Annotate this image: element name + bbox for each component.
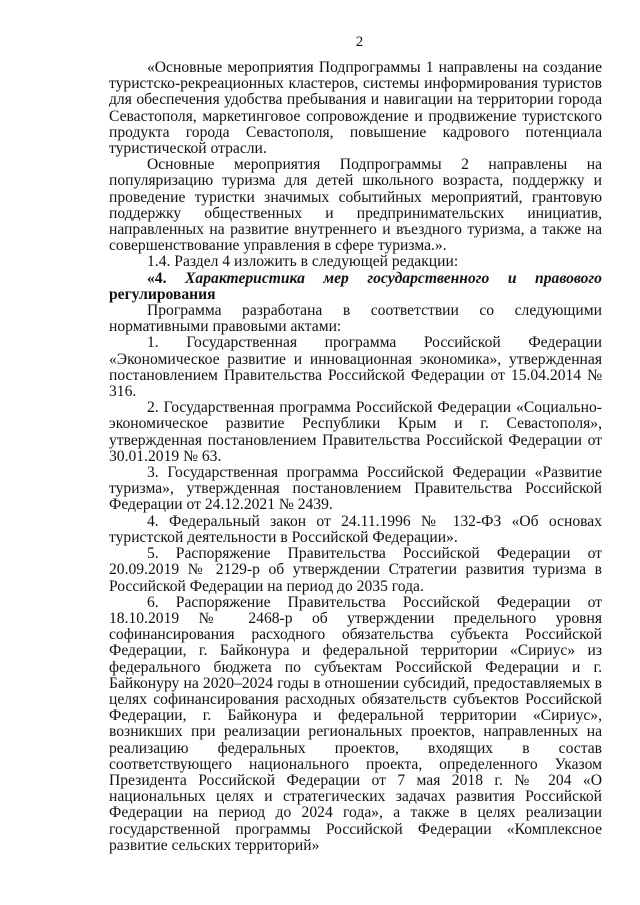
legal-act-3: 3. Государственная программа Российской Федерации «Развитие туризма», утвержденная постановлением Правительства Российской Федерации от 24.12.2021 № 2439.	[109, 464, 602, 514]
section-4-heading-number: «4.	[147, 269, 167, 287]
paragraph-subprogram-2: Основные мероприятия Подпрограммы 2 направлены на популяризацию туризма для детей школьного возраста, поддержку и проведение туристки значимых событийных мероприятий, грантовую поддержку общественных и предпринимательских инициатив, направленных на развитие внутреннего и въездного туризма, а также на совершенствование управления в сфере туризма.».	[109, 156, 602, 255]
legal-act-4: 4. Федеральный закон от 24.11.1996 № 132-ФЗ «Об основах туристской деятельности в Российской Федерации».	[109, 512, 602, 546]
legal-act-5: 5. Распоряжение Правительства Российской Федерации от 20.09.2019 № 2129-р об утверждении Стратегии развития туризма в Российской Федерации на период до 2035 года.	[109, 545, 602, 595]
section-4-heading-title: Характеристика мер государственного и правового	[185, 269, 602, 287]
paragraph-subprogram-1: «Основные мероприятия Подпрограммы 1 направлены на создание туристско-рекреационных кластеров, системы информирования туристов для обеспечения удобства пребывания и навигации на территории города Севастополя, маркетинговое сопровождение и продвижение туристского продукта города Севастополя, повышение кадрового потенциала туристической отрасли.	[109, 59, 602, 158]
section-4-heading-title-end: регулирования	[109, 285, 216, 303]
paragraph-program-basis: Программа разработана в соответствии со следующими нормативными правовыми актами:	[109, 302, 602, 336]
page-number: 2	[355, 34, 364, 50]
legal-act-6: 6. Распоряжение Правительства Российской Федерации от 18.10.2019 № 2468-р об утверждении предельного уровня софинансирования расходного обязательства субъекта Российской Федерации, г. Байконура и федеральной территории «Сириус» из федерального бюджета по субъектам Российской Федерации и г. Байконуру на 2020–2024 годы в отношении субсидий, предоставляемых в целях софинансирования расходных обязательств субъектов Российской Федерации, г. Байконура и федеральной территории «Сириус», возникших при реализации региональных проектов, направленных на реализацию федеральных проектов, входящих в состав соответствующего национального проекта, определенного Указом Президента Российской Федерации от 7 мая 2018 г. № 204 «О национальных целях и стратегических задачах развития Российской Федерации на период до 2024 года», а также в целях реализации государственной программы Российской Федерации «Комплексное развитие сельских территорий»	[109, 593, 602, 854]
legal-act-1: 1. Государственная программа Российской Федерации «Экономическое развитие и инновационная экономика», утвержденная постановлением Правительства Российской Федерации от 15.04.2014 № 316.	[109, 334, 602, 401]
legal-act-2: 2. Государственная программа Российской Федерации «Социально-экономическое развитие Республики Крым и г. Севастополя», утвержденная постановлением Правительства Российской Федерации от 30.01.2019 № 63.	[109, 399, 602, 465]
paragraph-section-4-instruction: 1.4. Раздел 4 изложить в следующей редакции:	[147, 253, 459, 271]
section-4-heading	[109, 271, 602, 303]
